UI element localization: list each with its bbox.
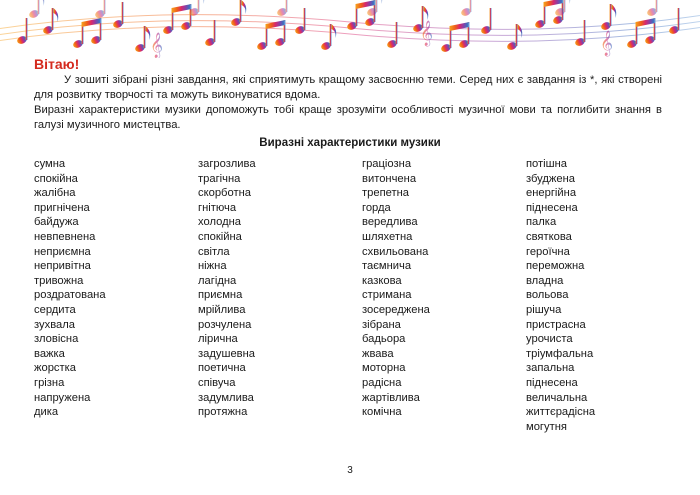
word-item: потішна (526, 158, 568, 170)
word-item: урочиста (526, 333, 573, 346)
word-item: непривітна (34, 260, 91, 273)
word-item: трагічна (198, 172, 241, 185)
word-column-2 (198, 157, 256, 420)
word-item: бадьора (362, 333, 406, 346)
word-item: загрозлива (198, 158, 256, 170)
word-item: радісна (362, 376, 402, 389)
word-item: зухвала (34, 318, 75, 331)
word-item: розчулена (198, 318, 252, 331)
word-item: таємнича (362, 260, 412, 273)
word-item: ніжна (198, 260, 227, 273)
word-item: витончена (362, 172, 417, 185)
word-item: вольова (526, 289, 569, 302)
word-item: святкова (526, 230, 572, 243)
svg-text:𝄞: 𝄞 (600, 31, 614, 56)
word-item: схвильована (362, 245, 429, 258)
intro-paragraph-2: Виразні характеристики музики допоможуть тобі краще зрозуміти особливості музичної мови та поглибити знання в галузі музичного мистецтва. (34, 104, 662, 131)
word-item: мрійлива (198, 303, 246, 316)
svg-text:𝄞: 𝄞 (150, 33, 164, 58)
word-item: неприємна (34, 245, 91, 258)
word-item: жвава (362, 347, 394, 360)
word-item: жорстка (34, 362, 77, 375)
word-item: граціозна (362, 158, 412, 170)
word-item: піднесена (526, 201, 578, 214)
word-item: світла (198, 245, 230, 258)
word-item: скорботна (198, 187, 251, 200)
word-item: могутня (526, 420, 567, 433)
word-item: моторна (362, 362, 406, 375)
word-column-1 (34, 157, 106, 420)
word-item: сердита (34, 303, 76, 316)
word-item: рішуча (526, 303, 562, 316)
word-item: пристрасна (526, 318, 586, 331)
word-item: трепетна (362, 187, 410, 200)
intro-text (34, 73, 662, 133)
word-item: зловісна (34, 333, 79, 346)
word-column-4 (526, 157, 595, 434)
word-item: піднесена (526, 376, 578, 389)
word-item: невпевнена (34, 230, 96, 243)
greeting-heading: Вітаю! (34, 56, 80, 72)
word-item: комічна (362, 406, 402, 419)
word-item: грізна (34, 376, 65, 389)
word-item: дика (34, 406, 59, 419)
word-item: запальна (526, 362, 575, 375)
svg-text:𝄞: 𝄞 (420, 21, 434, 46)
word-item: спокійна (34, 172, 78, 185)
word-item: казкова (362, 274, 402, 287)
word-item: жалібна (34, 187, 76, 200)
word-item: зосереджена (362, 303, 430, 316)
music-notes-banner (0, 0, 700, 62)
word-item: спокійна (198, 230, 242, 243)
word-item: переможна (526, 260, 585, 273)
word-item: сумна (34, 158, 66, 170)
word-item: горда (362, 201, 391, 214)
word-item: життєрадісна (526, 406, 596, 419)
word-item: протяжна (198, 406, 248, 419)
section-title: Виразні характеристики музики (259, 137, 441, 149)
word-item: лірична (198, 333, 238, 346)
word-item: стримана (362, 289, 412, 302)
word-item: енергійна (526, 187, 577, 200)
word-item: задумлива (198, 391, 254, 404)
word-item: гнітюча (198, 201, 237, 214)
word-item: палка (526, 216, 557, 229)
word-item: владна (526, 274, 564, 287)
word-item: збуджена (526, 172, 576, 185)
word-item: напружена (34, 391, 91, 404)
word-item: пригнічена (34, 201, 90, 214)
word-item: вередлива (362, 216, 418, 229)
word-item: лагідна (198, 274, 237, 287)
word-item: важка (34, 347, 65, 360)
word-item: героїчна (526, 245, 570, 258)
word-item: жартівлива (362, 391, 420, 404)
word-item: зібрана (362, 318, 401, 331)
word-item: співуча (198, 376, 236, 389)
word-item: задушевна (198, 347, 256, 360)
word-item: тріумфальна (526, 347, 594, 360)
word-item: байдужа (34, 216, 79, 229)
word-column-3 (362, 157, 430, 420)
word-item: тривожна (34, 274, 84, 287)
intro-paragraph-1: У зошиті зібрані різні завдання, які сприятимуть кращому засвоєнню теми. Серед них є завдання із *, які створені для розвитку творчості та можуть виконуватися вдома. (34, 74, 662, 101)
word-item: роздратована (34, 289, 106, 302)
word-item: величальна (526, 391, 588, 404)
word-item: приємна (198, 289, 243, 302)
word-item: шляхетна (362, 230, 413, 243)
word-item: холодна (198, 216, 242, 229)
word-item: поетична (198, 362, 246, 375)
page-number: 3 (347, 465, 353, 476)
